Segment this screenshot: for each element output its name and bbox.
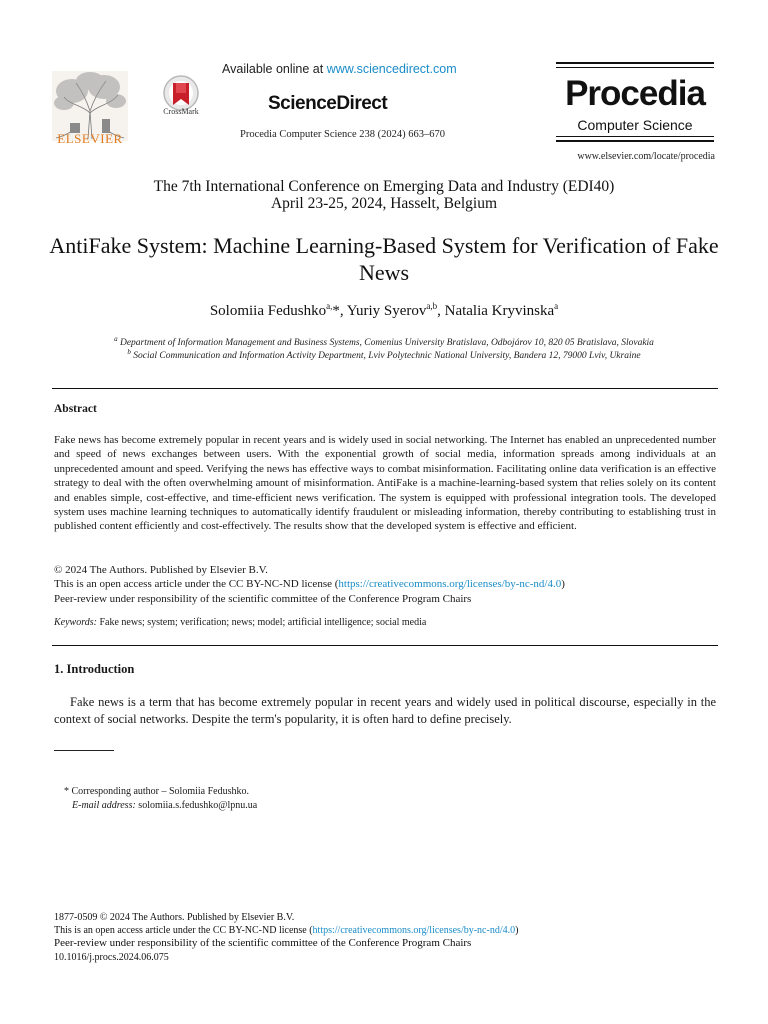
journal-reference: Procedia Computer Science 238 (2024) 663–670 (240, 129, 445, 140)
bottom-license-line (54, 925, 518, 937)
affiliation (40, 335, 728, 348)
license-line (54, 577, 716, 591)
footnote-rule (54, 750, 114, 751)
bottom-license-suffix: ) (515, 925, 519, 936)
corresponding-author-footnote: * Corresponding author – Solomiia Fedushko. (64, 786, 249, 797)
author-separator: , (339, 303, 347, 319)
email-address[interactable]: solomiia.s.fedushko@lpnu.ua (135, 800, 258, 811)
abstract-heading: Abstract (54, 403, 97, 415)
sciencedirect-wordmark: ScienceDirect (268, 93, 388, 114)
procedia-subtitle: Computer Science (577, 117, 693, 133)
issn-line: 1877-0509 © 2024 The Authors. Published by Elsevier B.V. (54, 912, 295, 923)
introduction-heading: 1. Introduction (54, 662, 135, 676)
paper-title: AntiFake System: Machine Learning-Based System for Verification of Fake News (49, 233, 719, 285)
email-label: E-mail address: (72, 800, 136, 811)
author-affiliation-mark: a (554, 301, 559, 311)
author-list (0, 301, 768, 320)
bottom-license-prefix: This is an open access article under the CC BY-NC-ND license ( (54, 925, 313, 936)
elsevier-wordmark: ELSEVIER (57, 131, 123, 146)
procedia-rule (556, 140, 714, 142)
author-name: Solomiia Fedushko (209, 303, 327, 319)
corresponding-mark: * (332, 303, 340, 319)
email-footnote (72, 800, 257, 811)
keywords (54, 617, 716, 628)
procedia-rule (556, 62, 714, 64)
license-link[interactable]: https://creativecommons.org/licenses/by-nc-nd/4.0 (338, 578, 562, 591)
affiliation-text: Social Communication and Information Activity Department, Lviv Polytechnic National University, Bandera 12, 79000 Lviv, Ukraine (130, 351, 641, 362)
crossmark-label: CrossMark (163, 107, 199, 116)
bottom-license-link[interactable]: https://creativecommons.org/licenses/by-nc-nd/4.0 (312, 925, 516, 936)
procedia-rule (556, 67, 714, 68)
copyright-line: © 2024 The Authors. Published by Elsevier B.V. (54, 564, 268, 576)
journal-url[interactable]: www.elsevier.com/locate/procedia (577, 151, 715, 162)
bottom-peer-review: Peer-review under responsibility of the scientific committee of the Conference Program Chairs (54, 937, 472, 949)
author-name: Natalia Kryvinska (444, 303, 555, 319)
author-name: Yuriy Syerov (346, 303, 427, 319)
affiliation-text: Department of Information Management and Business Systems, Comenius University Bratislava, Odbojárov 10, 820 05 Bratislava, Slovakia (117, 338, 654, 349)
available-online (222, 62, 457, 76)
affiliation-mark: b (127, 348, 131, 356)
introduction-text: Fake news is a term that has become extremely popular in recent years and widely used in political discourse, especially in the context of social networks. Despite the term's popularity, it is often hard to define precisely. (54, 695, 716, 726)
procedia-rule (556, 136, 714, 137)
author-separator: , (437, 303, 445, 319)
conference-name: The 7th International Conference on Emerging Data and Industry (EDI40) (153, 178, 615, 195)
section-divider (52, 645, 718, 646)
affiliation (40, 348, 728, 361)
conference-date-place: April 23-25, 2024, Hasselt, Belgium (270, 195, 498, 212)
author-affiliation-mark: a,b (426, 301, 438, 311)
peer-review-line: Peer-review under responsibility of the scientific committee of the Conference Program Chairs (54, 592, 472, 605)
doi[interactable]: 10.1016/j.procs.2024.06.075 (54, 952, 169, 963)
license-prefix: This is an open access article under the CC BY-NC-ND license ( (54, 578, 339, 591)
available-prefix: Available online at (222, 62, 327, 76)
procedia-logo: Procedia (565, 74, 705, 113)
abstract-text: Fake news has become extremely popular in recent years and is widely used in social networking. The Internet has enabled an unprecedented number and speed of news exchanges between users. With the exponential growth of social media, information spreads among individuals at an unprecedented amount and speed. Verifying the news has effective ways to combat misinformation. Facilitating online data verification is an effective strategy to deal with the often overwhelming amount of misinformation. AntiFake is a machine-learning-based system that relies solely on its content and enables simple, cost-effective, and time-efficient news verification. The system is equipped with professional integration tools. The developed system uses machine learning techniques to automatically identify fraudulent or misleading information, thereby contributing to establishing trust in published content efficiently and cost-effectively. The results show that the developed system is effective and efficient. (54, 434, 716, 533)
author-affiliation-mark: a, (326, 301, 333, 311)
license-suffix: ) (561, 578, 565, 591)
section-divider (52, 388, 718, 389)
affiliation-mark: a (114, 335, 118, 343)
abstract-copyright (54, 563, 716, 606)
keywords-text: Fake news; system; verification; news; model; artificial intelligence; social media (96, 617, 427, 628)
sciencedirect-link[interactable]: www.sciencedirect.com (326, 62, 457, 76)
keywords-label: Keywords: (54, 617, 97, 628)
conference-info (0, 178, 768, 212)
